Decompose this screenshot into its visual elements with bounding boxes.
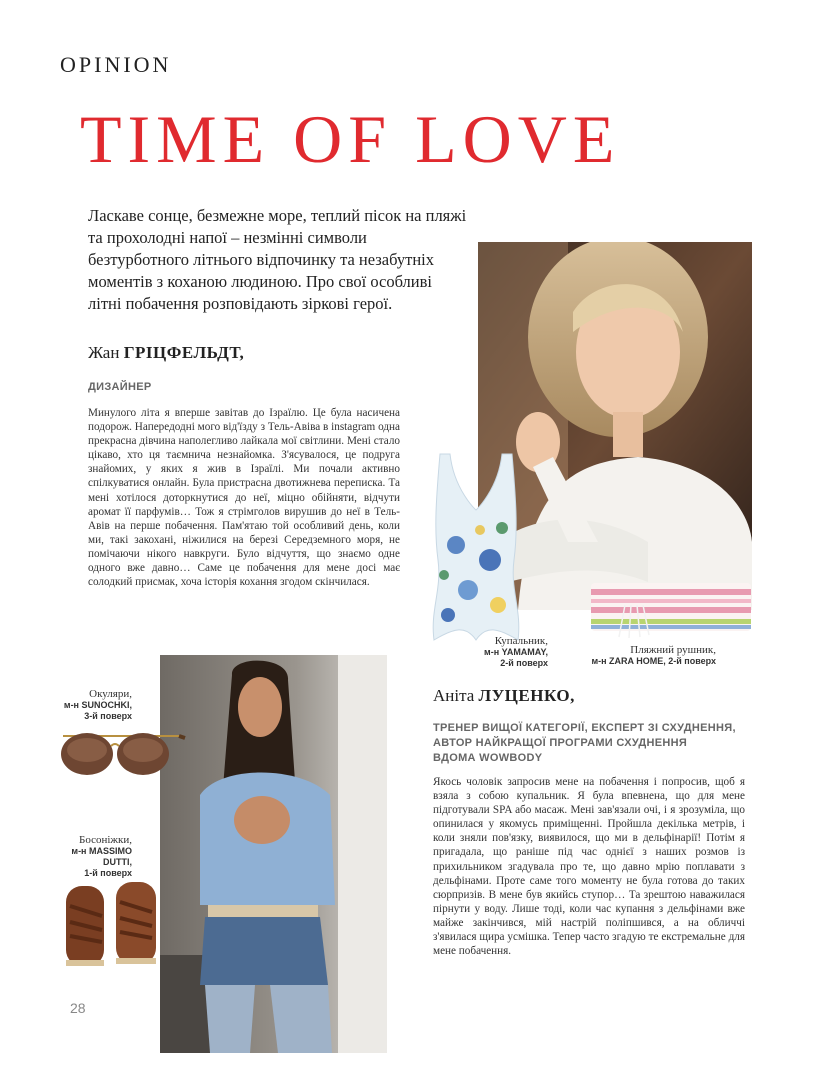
caption-swimsuit-floor: 2-й поверх: [500, 658, 548, 668]
person1-last-name: ГРІЦФЕЛЬДТ,: [123, 343, 245, 362]
person2-role-line-1: ТРЕНЕР ВИЩОЇ КАТЕГОРІЇ, ЕКСПЕРТ ЗІ СХУДНЕННЯ,: [433, 722, 736, 734]
caption-swimsuit-label: Купальник,: [494, 635, 548, 647]
sunglasses-image: [55, 728, 187, 780]
person2-role-line-2: АВТОР НАЙКРАЩОЇ ПРОГРАМИ СХУДНЕННЯ: [433, 737, 688, 749]
person1-first-name: Жан: [88, 343, 124, 362]
page-number: 28: [70, 1000, 86, 1016]
person1-role: ДИЗАЙНЕР: [88, 381, 152, 393]
photo-zhan: [160, 655, 387, 1053]
caption-sunglasses-store: м-н SUNOCHKI,: [63, 700, 132, 710]
person1-name: [88, 343, 244, 363]
person1-story: Минулого літа я вперше завітав до Ізраїлю. Це була насичена подорож. Напередодні мого від'їзду з Тель-Авіва в instagram одна прекрасна дівчина наполегливо лайкала мої світлини. Мені стало цікаво, хто ця таємнича незнайомка. З'ясувалося, це подруга знайомих, у яких я жив в Ізраїлі. Ми почали активно спілкуватися онлайн. Була пристрасна двотижнева переписка. Та мені хотілося доторкнутися до неї, міцно обійняти, відчути аромат її парфумів… Тож я стрімголов вирушив до неї в Тель-Авів на перше побачення. Пам'ятаю той особливий день, коли ми, такі закохані, ніжилися на березі Середземного моря, не помічаючи нікого навкруги. Було відчуття, що знаємо одне одного вже давно… Саме це побачення для мене досі має солодкий присмак, хоча історія кохання згодом скінчилася.: [88, 407, 400, 589]
swimsuit-image: [418, 450, 534, 645]
caption-towel-label: Пляжний рушник,: [630, 644, 716, 656]
towel-image: [585, 575, 755, 640]
person2-last-name: ЛУЦЕНКО,: [478, 686, 575, 705]
caption-sandals-store: м-н MASSIMO DUTTI,: [71, 846, 132, 867]
caption-sunglasses-floor: 3-й поверх: [84, 711, 132, 721]
person2-name: [433, 686, 575, 706]
caption-sandals-label: Босоніжки,: [79, 834, 132, 846]
person2-role: [433, 721, 773, 766]
sandals-image: [62, 876, 162, 972]
page-title: TIME OF LOVE: [80, 101, 621, 177]
caption-sandals: [40, 835, 132, 879]
caption-sunglasses-label: Окуляри,: [89, 688, 132, 700]
person2-story: Якось чоловік запросив мене на побачення і попросив, щоб я взяла з собою купальник. Я була впевнена, що для мене підготували SPA або масаж. Мені зав'язали очі, і я зрозуміла, що опинилася у якомусь приміщенні. Пройшла декілька метрів, і коли зняли пов'язку, виявилося, що ми в дельфінарії! Потім я пригадала, що раніше під час однієї з наших розмов із прихильником згадувала про те, що давно мрію поплавати з дельфінами. Проте саме того моменту не була готова до таких сюрпризів. В мене був якийсь ступор… Та зрештою наважилася пірнути у воду. Лише тоді, коли час купання з дельфінами вже майже закінчився, мій настрій поліпшився, а на обличчі з'явилася щира усмішка. Тепер часто згадую те екстремальне для мене побачення.: [433, 776, 745, 958]
person2-role-line-3: ВДОМА WOWBODY: [433, 752, 543, 764]
caption-sunglasses: [40, 689, 132, 722]
lead-paragraph: Ласкаве сонце, безмежне море, теплий пісок на пляжі та прохолодні напої – незмінні символи безтурботного літнього відпочинку та незабутніх моментів з коханою людиною. Про свої особливі літні побачення розповідають зіркові герої.: [88, 206, 467, 313]
person2-first-name: Аніта: [433, 686, 479, 705]
caption-towel-store: м-н ZARA HOME, 2-й поверх: [591, 656, 716, 666]
caption-towel: [570, 645, 716, 667]
caption-sandals-floor: 1-й поверх: [84, 868, 132, 878]
section-label: OPINION: [60, 52, 172, 77]
caption-swimsuit-store: м-н YAMAMAY,: [484, 647, 548, 657]
caption-swimsuit: [448, 636, 548, 669]
